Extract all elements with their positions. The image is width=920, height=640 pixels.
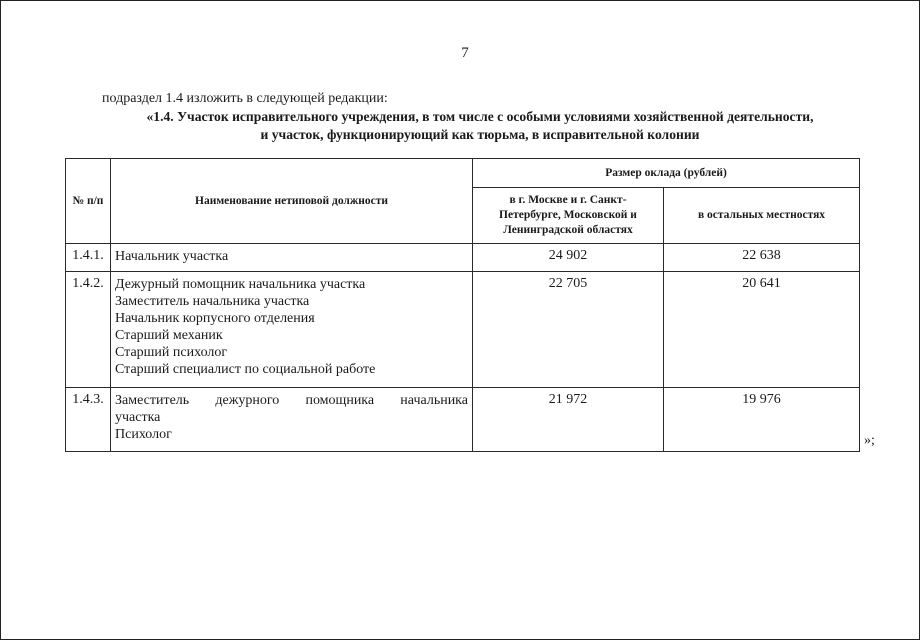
header-row-1 xyxy=(66,159,860,188)
heading-line-1: «1.4. Участок исправительного учреждения, в том числе с особыми условиями хозяйственной деятельности, xyxy=(146,109,814,124)
header-other: в остальных местностях xyxy=(664,188,860,244)
position-name: Начальник корпусного отделения xyxy=(115,311,315,326)
salary-other: 20 641 xyxy=(664,272,860,388)
salary-other: 19 976 xyxy=(664,388,860,452)
header-salary-group: Размер оклада (рублей) xyxy=(473,159,860,188)
header-num xyxy=(66,159,111,244)
header-num-text: № п/п xyxy=(72,194,104,207)
closing-quote-mark: »; xyxy=(864,433,875,448)
header-moscow: в г. Москве и г. Санкт-Петербурге, Московской и Ленинградской областях xyxy=(473,188,664,244)
salary-moscow: 24 902 xyxy=(473,244,664,272)
position-name: Начальник участка xyxy=(115,249,229,264)
position-name: Заместитель дежурного помощника начальника xyxy=(115,393,468,408)
position-name: Старший механик xyxy=(115,328,223,343)
position-name: Дежурный помощник начальника участка xyxy=(115,277,366,292)
table-row xyxy=(66,244,860,272)
table-row xyxy=(66,388,860,452)
position-name: Психолог xyxy=(115,427,172,442)
section-heading xyxy=(80,108,880,144)
table-row xyxy=(66,272,860,388)
salary-other: 22 638 xyxy=(664,244,860,272)
position-name: Заместитель начальника участка xyxy=(115,294,310,309)
position-name: участка xyxy=(115,410,161,425)
position-names xyxy=(111,244,473,272)
intro-text: подраздел 1.4 изложить в следующей редакции: xyxy=(102,91,388,106)
salary-moscow: 21 972 xyxy=(473,388,664,452)
salary-table xyxy=(65,158,860,452)
salary-moscow: 22 705 xyxy=(473,272,664,388)
position-names xyxy=(111,272,473,388)
position-name: Старший психолог xyxy=(115,345,228,360)
row-number: 1.4.3. xyxy=(66,388,111,452)
position-name: Старший специалист по социальной работе xyxy=(115,362,376,377)
row-number: 1.4.2. xyxy=(66,272,111,388)
page-number: 7 xyxy=(461,45,469,61)
position-names xyxy=(111,388,473,452)
row-number: 1.4.1. xyxy=(66,244,111,272)
header-name: Наименование нетиповой должности xyxy=(111,159,473,244)
heading-line-2: и участок, функционирующий как тюрьма, в исправительной колонии xyxy=(260,127,700,142)
